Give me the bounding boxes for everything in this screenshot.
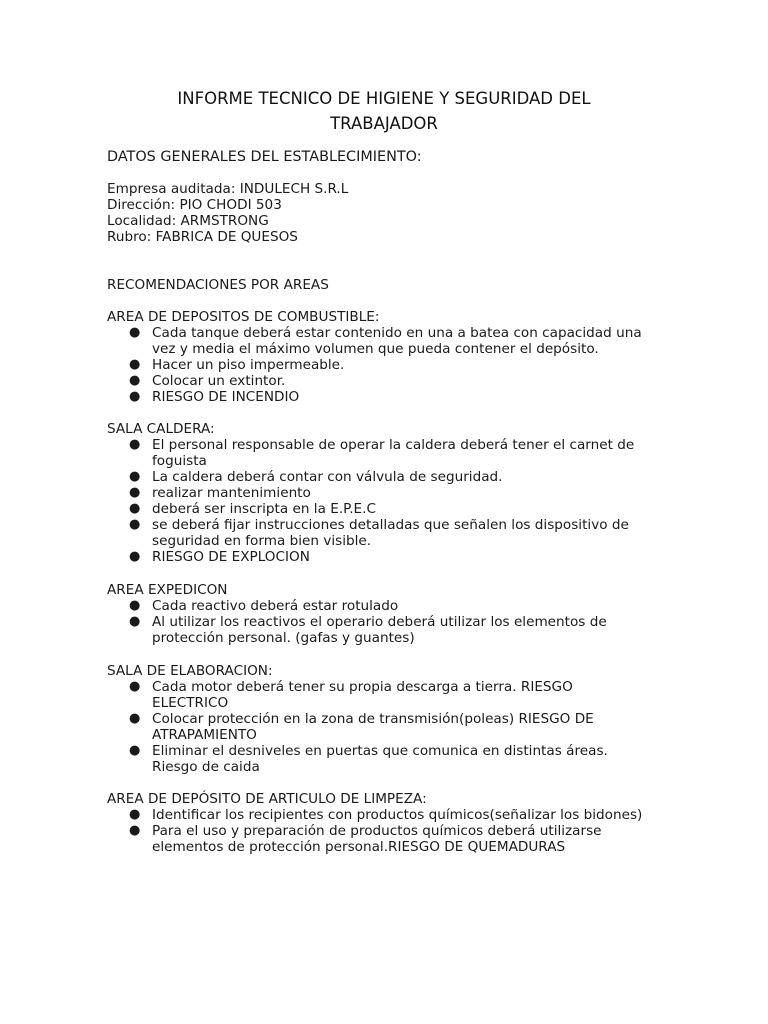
- bullet-icon: ●: [129, 373, 141, 388]
- list-item: [107, 823, 667, 855]
- bullet-icon: ●: [129, 325, 141, 340]
- item-text: Al utilizar los reactivos el operario deberá utilizar los elementos de: [152, 614, 607, 630]
- list-item: [107, 389, 667, 405]
- item-text-continuation: Riesgo de caida: [152, 759, 260, 775]
- item-text-continuation: vez y media el máximo volumen que pueda contener el depósito.: [152, 341, 599, 357]
- item-text-continuation: protección personal. (gafas y guantes): [152, 630, 415, 646]
- list-item: [107, 485, 667, 501]
- bullet-list: [107, 807, 667, 855]
- localidad-line: Localidad: ARMSTRONG: [107, 213, 269, 229]
- list-item: [107, 743, 667, 775]
- section-expedicion: [107, 582, 667, 646]
- bullet-icon: ●: [129, 469, 141, 484]
- bullet-icon: ●: [129, 549, 141, 564]
- item-text: Colocar un extintor.: [152, 373, 286, 389]
- section-heading: SALA DE ELABORACION:: [107, 663, 273, 679]
- general-data-heading-block: [107, 148, 667, 166]
- list-item: [107, 711, 667, 743]
- list-item: [107, 357, 667, 373]
- item-text: Para el uso y preparación de productos químicos deberá utilizarse: [152, 823, 602, 839]
- section-combustible: [107, 309, 667, 405]
- list-item: [107, 469, 667, 485]
- item-text: RIESGO DE INCENDIO: [152, 389, 300, 405]
- list-item: [107, 437, 667, 469]
- list-item: [107, 614, 667, 646]
- item-text: deberá ser inscripta en la E.P.E.C: [152, 501, 376, 517]
- bullet-icon: ●: [129, 517, 141, 532]
- bullet-list: [107, 437, 667, 565]
- list-item: [107, 373, 667, 389]
- section-heading: SALA CALDERA:: [107, 421, 215, 437]
- item-text: La caldera deberá contar con válvula de seguridad.: [152, 469, 503, 485]
- bullet-icon: ●: [129, 743, 141, 758]
- item-text: Cada tanque deberá estar contenido en una a batea con capacidad una: [152, 325, 642, 341]
- item-text-continuation: ATRAPAMIENTO: [152, 727, 257, 743]
- bullet-list: [107, 598, 667, 646]
- bullet-icon: ●: [129, 437, 141, 452]
- section-heading: AREA EXPEDICON: [107, 582, 228, 598]
- bullet-icon: ●: [129, 501, 141, 516]
- list-item: [107, 325, 667, 357]
- item-text: Identificar los recipientes con productos químicos(señalizar los bidones): [152, 807, 643, 823]
- general-data-block: [107, 181, 667, 245]
- section-limpieza: [107, 791, 667, 855]
- list-item: [107, 679, 667, 711]
- item-text-continuation: foguista: [152, 453, 207, 469]
- report-title: [100, 86, 668, 136]
- bullet-icon: ●: [129, 598, 141, 613]
- recommendations-heading-block: [107, 277, 667, 293]
- list-item: [107, 549, 667, 565]
- bullet-icon: ●: [129, 614, 141, 629]
- bullet-icon: ●: [129, 389, 141, 404]
- general-data-heading: DATOS GENERALES DEL ESTABLECIMIENTO:: [107, 149, 422, 165]
- direccion-line: Dirección: PIO CHODI 503: [107, 197, 282, 213]
- item-text: se deberá fijar instrucciones detalladas que señalen los dispositivo de: [152, 517, 629, 533]
- bullet-icon: ●: [129, 679, 141, 694]
- item-text-continuation: seguridad en forma bien visible.: [152, 533, 372, 549]
- section-elaboracion: [107, 663, 667, 775]
- recommendations-heading: RECOMENDACIONES POR AREAS: [107, 277, 329, 293]
- item-text-continuation: elementos de protección personal.RIESGO DE QUEMADURAS: [152, 839, 566, 855]
- list-item: [107, 517, 667, 549]
- list-item: [107, 501, 667, 517]
- section-caldera: [107, 421, 667, 565]
- rubro-line: Rubro: FABRICA DE QUESOS: [107, 229, 298, 245]
- title-line-2: TRABAJADOR: [330, 114, 438, 133]
- list-item: [107, 598, 667, 614]
- item-text: Eliminar el desniveles en puertas que comunica en distintas áreas.: [152, 743, 608, 759]
- section-heading: AREA DE DEPOSITOS DE COMBUSTIBLE:: [107, 309, 380, 325]
- bullet-icon: ●: [129, 357, 141, 372]
- item-text: Colocar protección en la zona de transmisión(poleas) RIESGO DE: [152, 711, 594, 727]
- item-text: Hacer un piso impermeable.: [152, 357, 345, 373]
- list-item: [107, 807, 667, 823]
- item-text: RIESGO DE EXPLOCION: [152, 549, 310, 565]
- bullet-icon: ●: [129, 485, 141, 500]
- section-heading: AREA DE DEPÓSITO DE ARTICULO DE LIMPEZA:: [107, 791, 427, 807]
- bullet-icon: ●: [129, 823, 141, 838]
- bullet-list: [107, 679, 667, 775]
- bullet-icon: ●: [129, 711, 141, 726]
- empresa-line: Empresa auditada: INDULECH S.R.L: [107, 181, 349, 197]
- item-text: realizar mantenimiento: [152, 485, 311, 501]
- bullet-list: [107, 325, 667, 405]
- item-text-continuation: ELECTRICO: [152, 695, 229, 711]
- title-line-1: INFORME TECNICO DE HIGIENE Y SEGURIDAD DEL: [177, 89, 591, 108]
- bullet-icon: ●: [129, 807, 141, 822]
- item-text: Cada reactivo deberá estar rotulado: [152, 598, 399, 614]
- item-text: El personal responsable de operar la caldera deberá tener el carnet de: [152, 437, 635, 453]
- item-text: Cada motor deberá tener su propia descarga a tierra. RIESGO: [152, 679, 573, 695]
